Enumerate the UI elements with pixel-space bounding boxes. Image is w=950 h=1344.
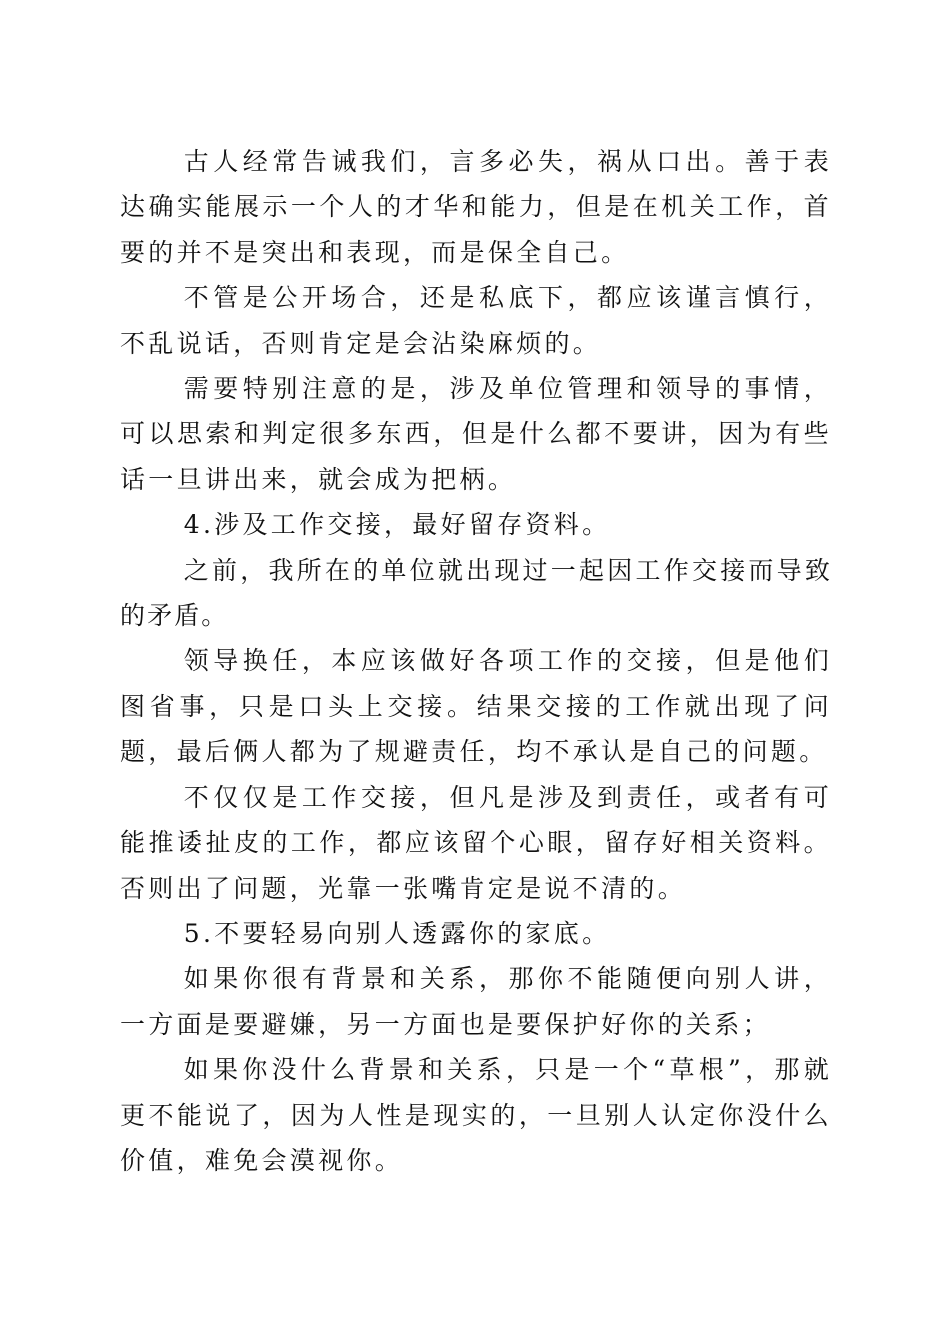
section-heading-5: 5.不要轻易向别人透露你的家底。	[183, 918, 611, 948]
paragraph-2: 不管是公开场合，还是私底下，都应该谨言慎行，不乱说话，否则肯定是会沾染麻烦的。	[120, 283, 832, 358]
paragraph-1: 古人经常告诫我们，言多必失，祸从口出。善于表达确实能展示一个人的才华和能力，但是在机关工作，首要的并不是突出和表现，而是保全自己。	[120, 147, 832, 267]
paragraph-9: 如果你很有背景和关系，那你不能随便向别人讲，一方面是要避嫌，另一方面也是要保护好你的关系；	[120, 964, 832, 1039]
section-heading-4: 4.涉及工作交接，最好留存资料。	[183, 510, 611, 540]
paragraph-6: 领导换任，本应该做好各项工作的交接，但是他们图省事，只是口头上交接。结果交接的工作就出现了问题，最后俩人都为了规避责任，均不承认是自己的问题。	[120, 646, 832, 767]
paragraph-10: 如果你没什么背景和关系，只是一个“草根”，那就更不能说了，因为人性是现实的，一旦别人认定你没什么价值，难免会漠视你。	[120, 1055, 832, 1175]
paragraph-7: 不仅仅是工作交接，但凡是涉及到责任，或者有可能推诿扯皮的工作，都应该留个心眼，留存好相关资料。否则出了问题，光靠一张嘴肯定是说不清的。	[120, 782, 832, 903]
paragraph-3: 需要特别注意的是，涉及单位管理和领导的事情，可以思索和判定很多东西，但是什么都不要讲，因为有些话一旦讲出来，就会成为把柄。	[120, 374, 832, 494]
paragraph-5: 之前，我所在的单位就出现过一起因工作交接而导致的矛盾。	[120, 555, 832, 631]
document-body	[120, 139, 832, 1183]
